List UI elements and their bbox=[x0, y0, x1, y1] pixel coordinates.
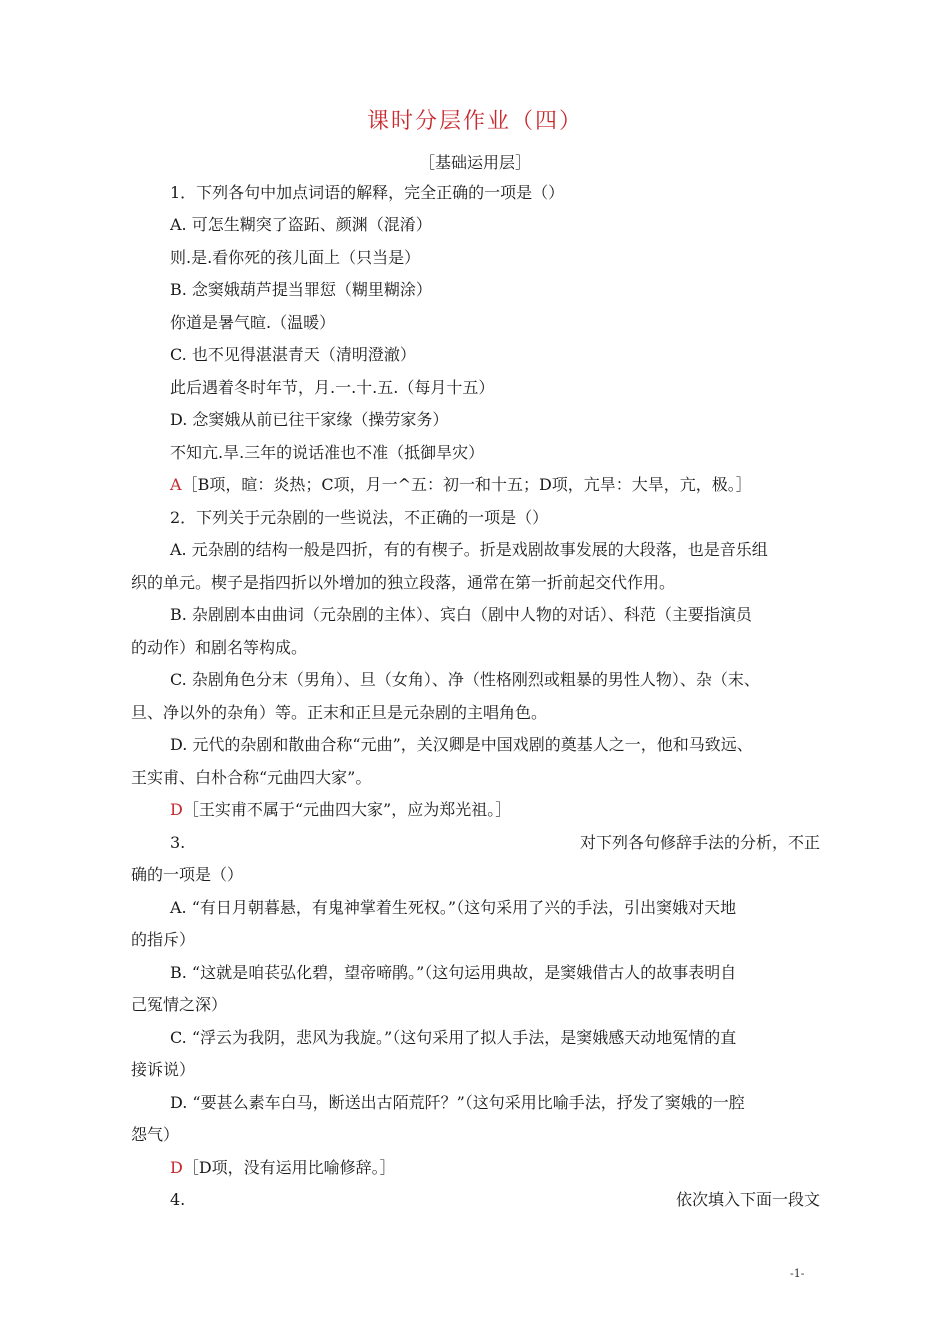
answer-explanation: ［B项，暄：炎热；C项，月一^五：初一和十五；D项，亢旱：大旱，亢，极。］ bbox=[181, 475, 752, 494]
question-3-stem-cont: 确的一项是（） bbox=[131, 865, 244, 884]
option-line: 你道是暑气暄.（温暖） bbox=[170, 313, 336, 332]
option-line: D. 念窦娥从前已往干家缘（操劳家务） bbox=[170, 410, 449, 429]
option-line: 王实甫、白朴合称“元曲四大家”。 bbox=[131, 768, 372, 787]
answer-letter: A bbox=[170, 475, 182, 494]
answer-line bbox=[170, 475, 752, 495]
answer-letter: D bbox=[170, 1158, 183, 1177]
option-line: D. “要甚么素车白马，断送出古陌荒阡？”（这句采用比喻手法，抒发了窦娥的一腔 bbox=[170, 1093, 745, 1112]
question-2-stem: 2．下列关于元杂剧的一些说法，不正确的一项是（） bbox=[170, 508, 549, 527]
answer-letter: D bbox=[170, 800, 183, 819]
question-4-number: 4. bbox=[170, 1190, 186, 1209]
option-line: 则.是.看你死的孩儿面上（只当是） bbox=[170, 248, 421, 267]
option-line: C. 杂剧角色分末（男角）、旦（女角）、净（性格刚烈或粗暴的男性人物）、杂（末、 bbox=[170, 670, 760, 689]
option-line: 织的单元。楔子是指四折以外增加的独立段落，通常在第一折前起交代作用。 bbox=[131, 573, 676, 592]
option-line: 的动作）和剧名等构成。 bbox=[131, 638, 308, 657]
question-3-stem: 对下列各句修辞手法的分析，不正 bbox=[579, 833, 820, 852]
option-line: 的指斥） bbox=[131, 930, 196, 949]
page-number: -1- bbox=[790, 1267, 805, 1280]
option-line: A. 可怎生糊突了盗跖、颜渊（混淆） bbox=[170, 215, 432, 234]
option-line: 接诉说） bbox=[131, 1060, 196, 1079]
answer-line bbox=[170, 800, 511, 820]
answer-explanation: ［王实甫不属于“元曲四大家”，应为郑光祖。］ bbox=[182, 800, 512, 819]
page-title: 课时分层作业（四） bbox=[366, 109, 583, 134]
option-line: B. 杂剧剧本由曲词（元杂剧的主体）、宾白（剧中人物的对话）、科范（主要指演员 bbox=[170, 605, 752, 624]
option-line: 不知亢.旱.三年的说话准也不准（抵御旱灾） bbox=[170, 443, 485, 462]
option-line: C. 也不见得湛湛青天（清明澄澈） bbox=[170, 345, 416, 364]
option-line: 怨气） bbox=[131, 1125, 180, 1144]
option-line: B. “这就是咱苌弘化碧，望帝啼鹃。”（这句运用典故，是窦娥借古人的故事表明自 bbox=[170, 963, 737, 982]
option-line: C. “浮云为我阴，悲风为我旋。”（这句采用了拟人手法，是窦娥感天动地冤情的直 bbox=[170, 1028, 737, 1047]
answer-explanation: ［D项，没有运用比喻修辞。］ bbox=[182, 1158, 396, 1177]
option-line: A. 元杂剧的结构一般是四折，有的有楔子。折是戏剧故事发展的大段落，也是音乐组 bbox=[170, 540, 768, 559]
question-1-stem: 1．下列各句中加点词语的解释，完全正确的一项是（） bbox=[170, 183, 565, 202]
option-line: D. 元代的杂剧和散曲合称“元曲”，关汉卿是中国戏剧的奠基人之一，他和马致远、 bbox=[170, 735, 753, 754]
option-line: 此后遇着冬时年节，月.一.十.五.（每月十五） bbox=[170, 378, 495, 397]
option-line: 旦、净以外的杂角）等。正末和正旦是元杂剧的主唱角色。 bbox=[131, 703, 548, 722]
section-heading: ［基础运用层］ bbox=[418, 153, 531, 172]
option-line: B. 念窦娥葫芦提当罪愆（糊里糊涂） bbox=[170, 280, 432, 299]
question-4-stem: 依次填入下面一段文 bbox=[675, 1190, 820, 1209]
option-line: A. “有日月朝暮悬，有鬼神掌着生死权。”（这句采用了兴的手法，引出窦娥对天地 bbox=[170, 898, 737, 917]
option-line: 己冤情之深） bbox=[131, 995, 228, 1014]
answer-line bbox=[170, 1158, 396, 1178]
question-3-number: 3. bbox=[170, 833, 186, 852]
